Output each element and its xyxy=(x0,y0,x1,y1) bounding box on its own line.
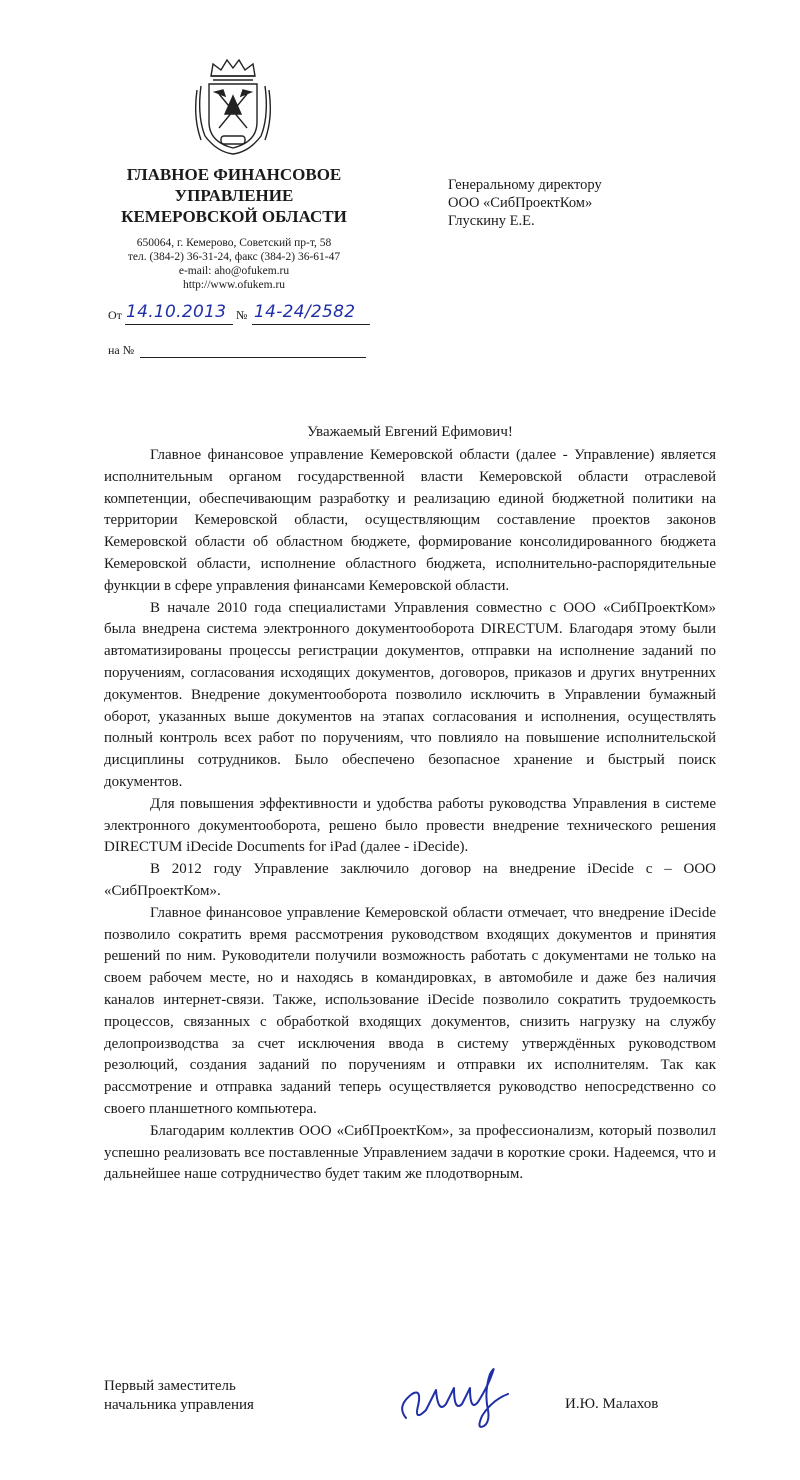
number-underline xyxy=(252,324,370,325)
addressee-line-3: Глускину Е.Е. xyxy=(448,213,535,229)
paragraph: Главное финансовое управление Кемеровской области отмечает, что внедрение iDecide позволило сократить время рассмотрения руководством входящих документов и принятия решений по ним. Руководители получили возможность работать с документами не только на своем рабочем месте, но и находясь в командировках, в автомобиле и даже без наличия каналов интернет-связи. Также, использование iDecide позволило сократить трудоемкость процессов, связанных с обработкой входящих документов, снизить нагрузку на службу делопроизводства за счет исключения ввода в систему утверждённых руководством резолюций, создания заданий по поручениям и отправки их исполнителям. Так как рассмотрение и отправка заданий теперь осуществляется руководство непосредственно со своего планшетного компьютера. xyxy=(104,904,716,1117)
from-label: От xyxy=(108,308,122,322)
organization-name xyxy=(100,164,368,227)
reference-line xyxy=(108,343,368,359)
email-text: e-mail: aho@ofukem.ru xyxy=(178,265,290,277)
paragraph: Благодарим коллектив ООО «СибПроектКом», за профессионализм, который позволил успешно реализовать все поставленные Управлением задачи в короткие сроки. Надеемся, что и дальнейшее наше сотрудничество будет таким же плодотворным. xyxy=(104,1122,716,1183)
paragraph: Главное финансовое управление Кемеровской области (далее - Управление) является исполнительным органом государственной власти Кемеровской области отраслевой компетенции, обеспечивающим разработку и реализацию единой бюджетной политики на территории Кемеровской области, осуществляющим составление проектов законов Кемеровской области об областном бюджете, формирование консолидированного бюджета Кемеровской области, исполнение областного бюджета, исполнительно-распорядительные функции в сфере управления финансами Кемеровской области. xyxy=(104,447,716,594)
addressee-line-2: ООО «СибПроектКом» xyxy=(448,195,593,211)
signatory-name: И.Ю. Малахов xyxy=(565,1396,659,1412)
address-text: 650064, г. Кемерово, Советский пр-т, 58 xyxy=(136,237,332,249)
org-line-1: ГЛАВНОЕ ФИНАНСОВОЕ xyxy=(126,165,342,184)
date-underline xyxy=(125,324,233,325)
paragraph: В начале 2010 года специалистами Управления совместно с ООО «СибПроектКом» была внедрена система электронного документооборота DIRECTUM. Благодаря этому были автоматизированы процессы регистрации документов, отправки на исполнение заданий по поручениям, согласования исходящих документов, договоров, приказов и других внутренних документов. Внедрение документооборота позволило исключить в Управлении бумажный оборот, указанных выше документов на этапах согласования и исполнения, осуществлять полный контроль всех работ по поручениям, что повлияло на повышение исполнительской дисциплины сотрудников. Было обеспечено безопасное хранение и быстрый поиск документов. xyxy=(104,599,716,790)
addressee-block xyxy=(448,176,708,230)
salutation: Уважаемый Евгений Ефимович! xyxy=(307,424,513,440)
reference-underline xyxy=(140,357,366,358)
reference-label: на № xyxy=(108,343,135,357)
website-text: http://www.ofukem.ru xyxy=(182,279,286,291)
number-label: № xyxy=(236,308,248,322)
addressee-line-1: Генеральному директору xyxy=(448,177,602,193)
paragraph: Для повышения эффективности и удобства работы руководства Управления в системе электронного документооборота, решено было провести внедрение технического решения DIRECTUM iDecide Documents for iPad (далее - iDecide). xyxy=(104,795,716,856)
signatory-title-line-1: Первый заместитель xyxy=(104,1378,236,1394)
registration-number: 14-24/2582 xyxy=(254,302,356,322)
org-line-3: КЕМЕРОВСКОЙ ОБЛАСТИ xyxy=(121,207,347,226)
org-line-2: УПРАВЛЕНИЕ xyxy=(174,186,294,205)
handwritten-signature xyxy=(392,1360,522,1432)
paragraph: В 2012 году Управление заключило договор на внедрение iDecide с – ООО «СибПроектКом». xyxy=(104,861,716,899)
registration-date: 14.10.2013 xyxy=(126,302,227,322)
phones-text: тел. (384-2) 36-31-24, факс (384-2) 36-61-47 xyxy=(127,251,341,263)
registration-line xyxy=(108,300,378,330)
letter-body xyxy=(104,445,716,1186)
organization-contacts xyxy=(100,236,368,292)
signatory-title-line-2: начальника управления xyxy=(104,1397,254,1413)
kemerovo-coat-of-arms-icon xyxy=(191,56,275,160)
signatory-title xyxy=(104,1377,324,1415)
